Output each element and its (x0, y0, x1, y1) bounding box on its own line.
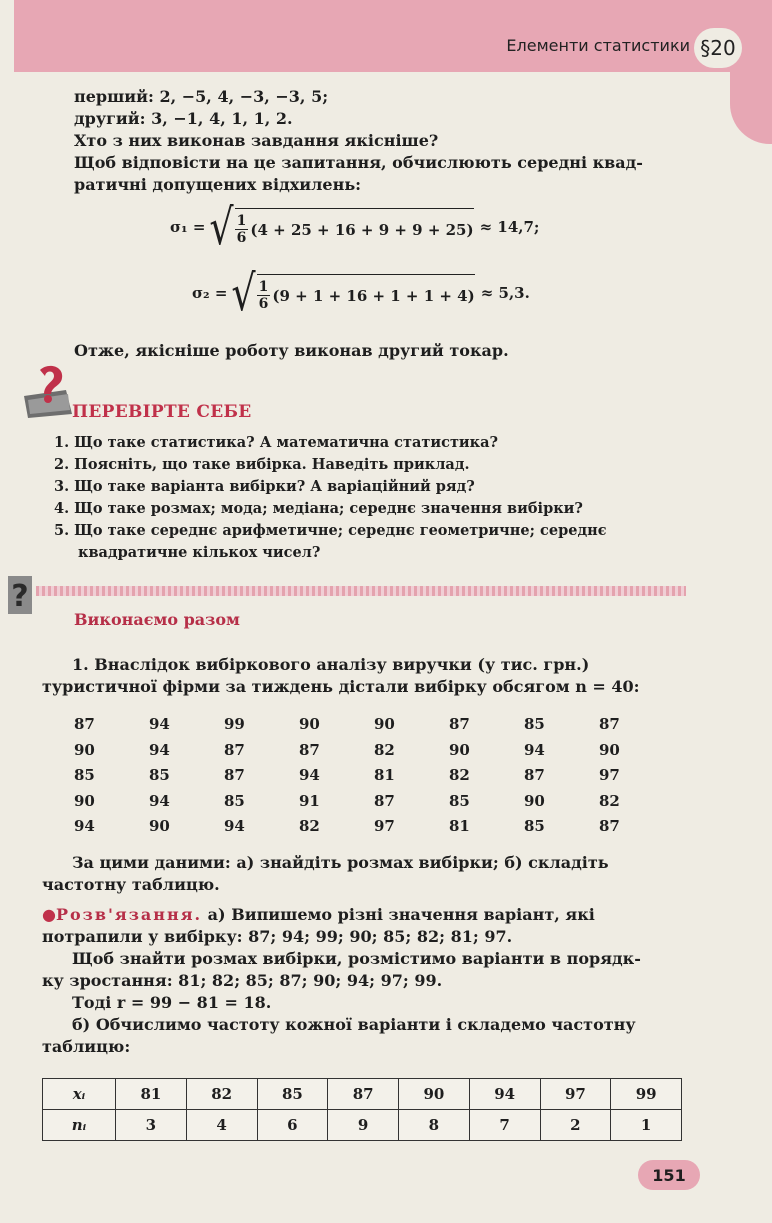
text-line: туристичної фірми за тиждень дістали вибірку обсягом n = 40: (42, 677, 640, 696)
table-row (43, 1079, 682, 1110)
table-cell: 87 (328, 1079, 399, 1110)
svg-text:?: ? (11, 579, 29, 614)
conclusion: Отже, якісніше роботу виконав другий токар. (74, 341, 509, 360)
grid-cell: 90 (74, 791, 95, 810)
table-cell: 81 (116, 1079, 187, 1110)
grid-cell: 99 (224, 715, 245, 733)
grid-cell: 87 (449, 715, 470, 733)
grid-cell: 81 (449, 817, 470, 835)
grid-cell: 87 (599, 817, 620, 835)
problem-text (42, 654, 640, 698)
question-list (54, 432, 607, 564)
grid-cell: 85 (74, 766, 95, 784)
table-cell: 90 (399, 1079, 470, 1110)
side-tab (730, 72, 772, 144)
text-line: ку зростання: 81; 82; 85; 87; 90; 94; 97; 99. (42, 971, 443, 990)
text-line: потрапили у вибірку: 87; 94; 99; 90; 85; 82; 81; 97. (42, 927, 513, 946)
table-cell: 82 (186, 1079, 257, 1110)
check-section-title: ПЕРЕВІРТЕ СЕБЕ (72, 402, 252, 422)
list-item: 1. Що таке статистика? А математична статистика? (54, 434, 499, 451)
sqrt-sign: √ $\frac{1}{6}$ (9 + 1 + 16 + 1 + 1 + 4) (231, 264, 475, 322)
grid-cell: 91 (299, 791, 320, 810)
table-row (43, 1110, 682, 1141)
grid-cell: 87 (599, 715, 620, 733)
grid-cell: 87 (524, 766, 545, 784)
formula-lhs: σ₂ = (192, 284, 228, 302)
table-cell: 4 (186, 1110, 257, 1141)
grid-cell: 94 (149, 740, 170, 759)
grid-cell: 85 (449, 791, 470, 810)
fraction-denominator: 6 (258, 296, 269, 312)
text-line: ратичні допущених відхилень: (74, 175, 362, 194)
solution-text (42, 904, 641, 1058)
formula-sigma-2 (192, 264, 530, 322)
grid-cell: 82 (374, 740, 395, 759)
table-cell: 7 (469, 1110, 540, 1141)
grid-cell: 87 (224, 740, 245, 759)
together-section-title: Виконаємо разом (74, 610, 240, 629)
check-yourself-icon (18, 362, 76, 422)
formula-body: (4 + 25 + 16 + 9 + 9 + 25) (250, 220, 474, 239)
grid-cell: 94 (149, 715, 170, 733)
text-line: 1. Внаслідок вибіркового аналізу виручки (у тис. грн.) (72, 655, 590, 674)
question-mark-icon (6, 572, 36, 618)
header-title: Елементи статистики (506, 36, 690, 55)
formula-result: ≈ 14,7; (479, 218, 540, 236)
solution-label: Розв'язання. (55, 905, 203, 924)
grid-cell: 90 (149, 817, 170, 835)
section-divider (36, 586, 686, 596)
grid-cell: 94 (149, 791, 170, 810)
table-cell: 85 (257, 1079, 328, 1110)
grid-cell: 81 (374, 766, 395, 784)
formula-sigma-1 (170, 198, 540, 256)
list-item: 5. Що таке середнє арифметичне; середнє геометричне; середнє (54, 522, 607, 539)
text-line: перший: 2, −5, 4, −3, −3, 5; (74, 87, 329, 106)
grid-cell: 90 (524, 791, 545, 810)
table-cell: 2 (540, 1110, 611, 1141)
grid-cell: 87 (74, 715, 95, 733)
text-line: а) Випишемо різні значення варіант, які (202, 905, 595, 924)
text-line: За цими даними: а) знайдіть розмах вибірки; б) складіть (72, 853, 609, 872)
text-line: Щоб знайти розмах вибірки, розмістимо варіанти в порядк- (72, 949, 641, 968)
grid-cell: 97 (599, 766, 620, 784)
table-cell: 94 (469, 1079, 540, 1110)
grid-cell: 94 (74, 817, 95, 835)
grid-cell: 87 (224, 766, 245, 784)
top-text-block (74, 86, 643, 196)
fraction (257, 279, 271, 312)
grid-cell: 82 (449, 766, 470, 784)
table-header-cell: nᵢ (43, 1110, 116, 1141)
grid-cell: 94 (299, 766, 320, 784)
table-cell: 8 (399, 1110, 470, 1141)
formula-lhs: σ₁ = (170, 218, 206, 236)
grid-cell: 87 (374, 791, 395, 810)
table-cell: 97 (540, 1079, 611, 1110)
task-text (42, 852, 609, 896)
page-number: 151 (638, 1160, 700, 1190)
formula-result: ≈ 5,3. (480, 284, 530, 302)
text-line: таблицю: (42, 1037, 131, 1056)
list-item: 4. Що таке розмах; мода; медіана; середнє значення вибірки? (54, 500, 583, 517)
grid-cell: 90 (599, 740, 620, 759)
list-item: 2. Поясніть, що таке вибірка. Наведіть приклад. (54, 456, 470, 473)
text-line: б) Обчислимо частоту кожної варіанти і складемо частотну (72, 1015, 636, 1034)
fraction-numerator: 1 (258, 279, 269, 295)
frequency-table (42, 1078, 682, 1141)
text-line: Щоб відповісти на це запитання, обчислюють середні квад- (74, 153, 643, 172)
text-line: Хто з них виконав завдання якісніше? (74, 131, 439, 150)
section-badge: §20 (694, 28, 742, 68)
grid-cell: 85 (524, 715, 545, 733)
grid-cell: 87 (299, 740, 320, 759)
table-cell: 99 (611, 1079, 682, 1110)
table-header-cell: xᵢ (43, 1079, 116, 1110)
grid-cell: 82 (599, 791, 620, 810)
table-cell: 1 (611, 1110, 682, 1141)
fraction (235, 213, 249, 246)
grid-cell: 85 (524, 817, 545, 835)
grid-cell: 82 (299, 817, 320, 835)
table-cell: 9 (328, 1110, 399, 1141)
formula-body: (9 + 1 + 16 + 1 + 1 + 4) (272, 286, 475, 305)
text-line: Тоді r = 99 − 81 = 18. (72, 993, 272, 1012)
grid-cell: 90 (74, 740, 95, 759)
text-line: другий: 3, −1, 4, 1, 1, 2. (74, 109, 293, 128)
grid-cell: 90 (374, 715, 395, 733)
text-line: частотну таблицю. (42, 875, 220, 894)
grid-cell: 85 (149, 766, 170, 784)
grid-cell: 85 (224, 791, 245, 810)
grid-cell: 94 (524, 740, 545, 759)
grid-cell: 90 (299, 715, 320, 733)
list-item: 3. Що таке варіанта вибірки? А варіаційний ряд? (54, 478, 475, 495)
bullet-icon: ● (42, 905, 56, 924)
fraction-denominator: 6 (236, 230, 247, 246)
sample-grid (74, 712, 674, 840)
grid-cell: 94 (224, 817, 245, 835)
table-cell: 3 (116, 1110, 187, 1141)
sqrt-sign: √ $\frac{1}{6}$ (4 + 25 + 16 + 9 + 9 + 25) (209, 198, 474, 256)
table-cell: 6 (257, 1110, 328, 1141)
grid-cell: 97 (374, 817, 395, 835)
fraction-numerator: 1 (236, 213, 247, 229)
list-item: квадратичне кількох чисел? (78, 544, 321, 561)
grid-cell: 90 (449, 740, 470, 759)
